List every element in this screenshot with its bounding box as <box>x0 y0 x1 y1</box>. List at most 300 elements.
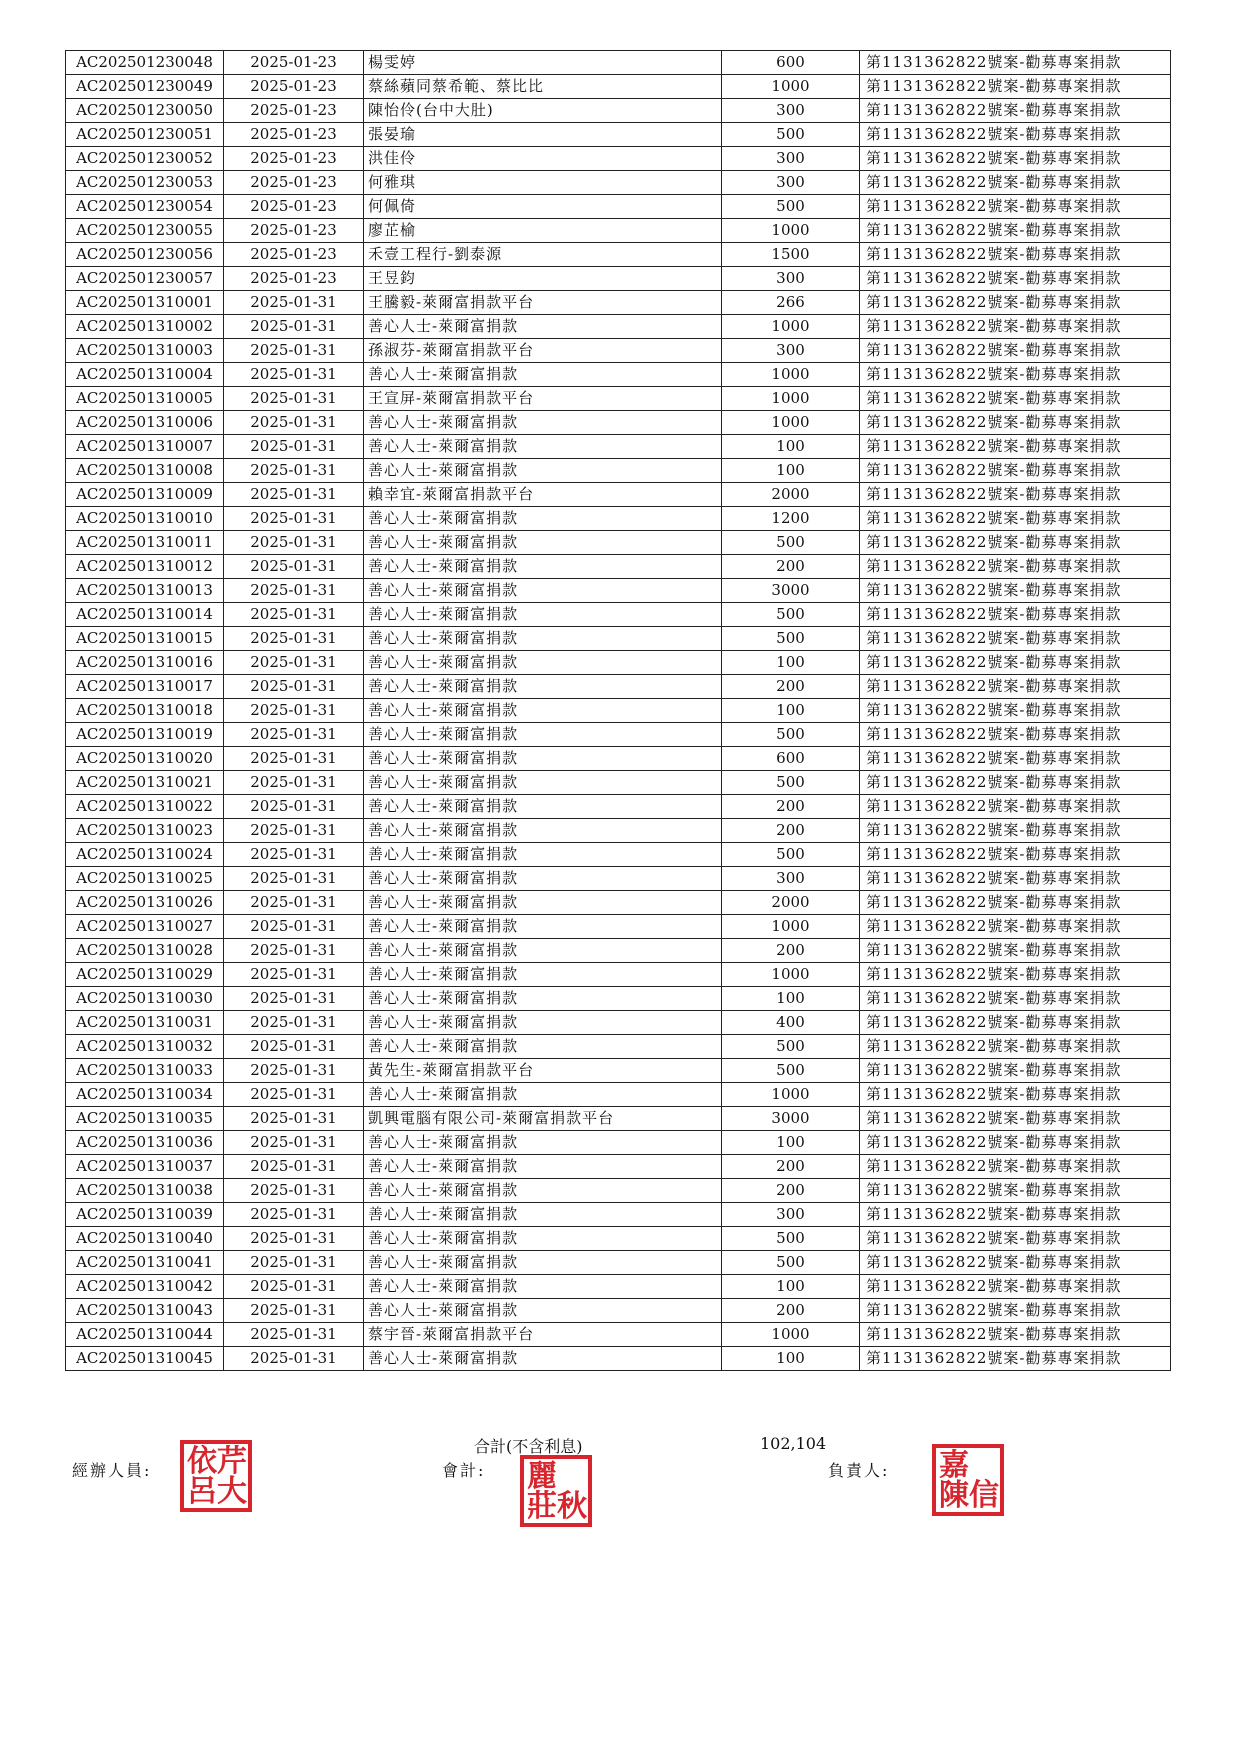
name-cell: 賴幸宜-萊爾富捐款平台 <box>364 483 722 507</box>
id-cell: AC202501230052 <box>66 147 224 171</box>
note-cell: 第1131362822號案-勸募專案捐款 <box>860 867 1171 891</box>
name-cell: 善心人士-萊爾富捐款 <box>364 411 722 435</box>
amt-cell: 1200 <box>722 507 860 531</box>
name-cell: 善心人士-萊爾富捐款 <box>364 1131 722 1155</box>
name-cell: 善心人士-萊爾富捐款 <box>364 819 722 843</box>
amt-cell: 100 <box>722 1131 860 1155</box>
table-row <box>66 339 1171 363</box>
id-cell: AC202501310016 <box>66 651 224 675</box>
id-cell: AC202501310035 <box>66 1107 224 1131</box>
manager-label: 負責人: <box>828 1461 890 1480</box>
amt-cell: 300 <box>722 1203 860 1227</box>
amt-cell: 500 <box>722 771 860 795</box>
date-cell: 2025-01-31 <box>224 459 364 483</box>
note-cell: 第1131362822號案-勸募專案捐款 <box>860 627 1171 651</box>
note-cell: 第1131362822號案-勸募專案捐款 <box>860 819 1171 843</box>
date-cell: 2025-01-31 <box>224 1347 364 1371</box>
amt-cell: 500 <box>722 603 860 627</box>
name-cell: 善心人士-萊爾富捐款 <box>364 363 722 387</box>
table-row <box>66 627 1171 651</box>
amt-cell: 200 <box>722 555 860 579</box>
amt-cell: 500 <box>722 531 860 555</box>
name-cell: 善心人士-萊爾富捐款 <box>364 1275 722 1299</box>
seal-character: 信 <box>969 1478 999 1513</box>
table-row <box>66 219 1171 243</box>
note-cell: 第1131362822號案-勸募專案捐款 <box>860 939 1171 963</box>
date-cell: 2025-01-31 <box>224 363 364 387</box>
note-cell: 第1131362822號案-勸募專案捐款 <box>860 987 1171 1011</box>
table-row <box>66 603 1171 627</box>
amt-cell: 600 <box>722 51 860 75</box>
amt-cell: 1000 <box>722 387 860 411</box>
name-cell: 王昱鈞 <box>364 267 722 291</box>
date-cell: 2025-01-31 <box>224 843 364 867</box>
amt-cell: 300 <box>722 339 860 363</box>
name-cell: 凱興電腦有限公司-萊爾富捐款平台 <box>364 1107 722 1131</box>
name-cell: 何佩倚 <box>364 195 722 219</box>
note-cell: 第1131362822號案-勸募專案捐款 <box>860 1251 1171 1275</box>
id-cell: AC202501310026 <box>66 891 224 915</box>
amt-cell: 300 <box>722 147 860 171</box>
amt-cell: 500 <box>722 123 860 147</box>
amt-cell: 500 <box>722 1251 860 1275</box>
table-row <box>66 555 1171 579</box>
table-row <box>66 99 1171 123</box>
name-cell: 楊雯婷 <box>364 51 722 75</box>
date-cell: 2025-01-23 <box>224 75 364 99</box>
table-row <box>66 483 1171 507</box>
name-cell: 陳怡伶(台中大肚) <box>364 99 722 123</box>
donation-ledger-table <box>65 50 1171 1371</box>
table-row <box>66 699 1171 723</box>
date-cell: 2025-01-23 <box>224 219 364 243</box>
table-row <box>66 363 1171 387</box>
name-cell: 黃先生-萊爾富捐款平台 <box>364 1059 722 1083</box>
note-cell: 第1131362822號案-勸募專案捐款 <box>860 723 1171 747</box>
date-cell: 2025-01-31 <box>224 963 364 987</box>
table-row <box>66 459 1171 483</box>
note-cell: 第1131362822號案-勸募專案捐款 <box>860 99 1171 123</box>
date-cell: 2025-01-31 <box>224 1059 364 1083</box>
note-cell: 第1131362822號案-勸募專案捐款 <box>860 771 1171 795</box>
amt-cell: 1000 <box>722 315 860 339</box>
note-cell: 第1131362822號案-勸募專案捐款 <box>860 363 1171 387</box>
date-cell: 2025-01-23 <box>224 123 364 147</box>
amt-cell: 100 <box>722 1347 860 1371</box>
name-cell: 善心人士-萊爾富捐款 <box>364 579 722 603</box>
total-value: 102,104 <box>760 1434 827 1453</box>
name-cell: 善心人士-萊爾富捐款 <box>364 1083 722 1107</box>
amt-cell: 1000 <box>722 363 860 387</box>
id-cell: AC202501230048 <box>66 51 224 75</box>
table-row <box>66 867 1171 891</box>
amt-cell: 2000 <box>722 891 860 915</box>
date-cell: 2025-01-31 <box>224 819 364 843</box>
amt-cell: 200 <box>722 675 860 699</box>
table-row <box>66 987 1171 1011</box>
name-cell: 善心人士-萊爾富捐款 <box>364 795 722 819</box>
amt-cell: 100 <box>722 435 860 459</box>
note-cell: 第1131362822號案-勸募專案捐款 <box>860 243 1171 267</box>
table-row <box>66 435 1171 459</box>
amt-cell: 1000 <box>722 75 860 99</box>
note-cell: 第1131362822號案-勸募專案捐款 <box>860 699 1171 723</box>
note-cell: 第1131362822號案-勸募專案捐款 <box>860 915 1171 939</box>
name-cell: 善心人士-萊爾富捐款 <box>364 675 722 699</box>
date-cell: 2025-01-31 <box>224 675 364 699</box>
table-row <box>66 243 1171 267</box>
date-cell: 2025-01-31 <box>224 555 364 579</box>
seal-character: 芹 <box>217 1444 247 1479</box>
note-cell: 第1131362822號案-勸募專案捐款 <box>860 1275 1171 1299</box>
date-cell: 2025-01-31 <box>224 1275 364 1299</box>
date-cell: 2025-01-31 <box>224 1035 364 1059</box>
note-cell: 第1131362822號案-勸募專案捐款 <box>860 603 1171 627</box>
table-row <box>66 1107 1171 1131</box>
name-cell: 善心人士-萊爾富捐款 <box>364 747 722 771</box>
name-cell: 王宣屏-萊爾富捐款平台 <box>364 387 722 411</box>
amt-cell: 1000 <box>722 963 860 987</box>
name-cell: 善心人士-萊爾富捐款 <box>364 603 722 627</box>
amt-cell: 300 <box>722 171 860 195</box>
id-cell: AC202501310009 <box>66 483 224 507</box>
table-row <box>66 1347 1171 1371</box>
name-cell: 善心人士-萊爾富捐款 <box>364 1251 722 1275</box>
date-cell: 2025-01-23 <box>224 147 364 171</box>
table-row <box>66 387 1171 411</box>
date-cell: 2025-01-31 <box>224 1107 364 1131</box>
note-cell: 第1131362822號案-勸募專案捐款 <box>860 75 1171 99</box>
id-cell: AC202501230057 <box>66 267 224 291</box>
note-cell: 第1131362822號案-勸募專案捐款 <box>860 1203 1171 1227</box>
date-cell: 2025-01-23 <box>224 195 364 219</box>
table-row <box>66 51 1171 75</box>
date-cell: 2025-01-23 <box>224 51 364 75</box>
seal-character: 麗 <box>527 1459 557 1494</box>
name-cell: 善心人士-萊爾富捐款 <box>364 699 722 723</box>
amt-cell: 100 <box>722 651 860 675</box>
name-cell: 善心人士-萊爾富捐款 <box>364 315 722 339</box>
table-row <box>66 1323 1171 1347</box>
table-row <box>66 147 1171 171</box>
id-cell: AC202501310038 <box>66 1179 224 1203</box>
id-cell: AC202501310020 <box>66 747 224 771</box>
id-cell: AC202501310029 <box>66 963 224 987</box>
name-cell: 善心人士-萊爾富捐款 <box>364 867 722 891</box>
amt-cell: 400 <box>722 1011 860 1035</box>
table-row <box>66 579 1171 603</box>
id-cell: AC202501310023 <box>66 819 224 843</box>
table-row <box>66 675 1171 699</box>
note-cell: 第1131362822號案-勸募專案捐款 <box>860 195 1171 219</box>
note-cell: 第1131362822號案-勸募專案捐款 <box>860 483 1171 507</box>
accountant-seal-stamp <box>520 1455 592 1527</box>
name-cell: 善心人士-萊爾富捐款 <box>364 915 722 939</box>
name-cell: 廖芷榆 <box>364 219 722 243</box>
id-cell: AC202501310045 <box>66 1347 224 1371</box>
date-cell: 2025-01-31 <box>224 1299 364 1323</box>
id-cell: AC202501310042 <box>66 1275 224 1299</box>
amt-cell: 300 <box>722 867 860 891</box>
note-cell: 第1131362822號案-勸募專案捐款 <box>860 171 1171 195</box>
table-row <box>66 915 1171 939</box>
date-cell: 2025-01-31 <box>224 939 364 963</box>
note-cell: 第1131362822號案-勸募專案捐款 <box>860 147 1171 171</box>
table-row <box>66 1011 1171 1035</box>
note-cell: 第1131362822號案-勸募專案捐款 <box>860 219 1171 243</box>
id-cell: AC202501310010 <box>66 507 224 531</box>
table-row <box>66 75 1171 99</box>
name-cell: 善心人士-萊爾富捐款 <box>364 771 722 795</box>
note-cell: 第1131362822號案-勸募專案捐款 <box>860 1131 1171 1155</box>
table-row <box>66 195 1171 219</box>
table-row <box>66 891 1171 915</box>
amt-cell: 100 <box>722 699 860 723</box>
date-cell: 2025-01-31 <box>224 387 364 411</box>
note-cell: 第1131362822號案-勸募專案捐款 <box>860 411 1171 435</box>
id-cell: AC202501230053 <box>66 171 224 195</box>
name-cell: 善心人士-萊爾富捐款 <box>364 939 722 963</box>
date-cell: 2025-01-31 <box>224 771 364 795</box>
id-cell: AC202501310031 <box>66 1011 224 1035</box>
id-cell: AC202501310030 <box>66 987 224 1011</box>
id-cell: AC202501310044 <box>66 1323 224 1347</box>
amt-cell: 3000 <box>722 579 860 603</box>
date-cell: 2025-01-31 <box>224 1155 364 1179</box>
date-cell: 2025-01-31 <box>224 1251 364 1275</box>
date-cell: 2025-01-31 <box>224 627 364 651</box>
id-cell: AC202501310006 <box>66 411 224 435</box>
date-cell: 2025-01-31 <box>224 1323 364 1347</box>
id-cell: AC202501230056 <box>66 243 224 267</box>
date-cell: 2025-01-31 <box>224 435 364 459</box>
date-cell: 2025-01-31 <box>224 795 364 819</box>
note-cell: 第1131362822號案-勸募專案捐款 <box>860 579 1171 603</box>
id-cell: AC202501230050 <box>66 99 224 123</box>
amt-cell: 1000 <box>722 915 860 939</box>
seal-character: 大 <box>217 1474 247 1509</box>
date-cell: 2025-01-31 <box>224 987 364 1011</box>
note-cell: 第1131362822號案-勸募專案捐款 <box>860 1323 1171 1347</box>
id-cell: AC202501310032 <box>66 1035 224 1059</box>
date-cell: 2025-01-31 <box>224 867 364 891</box>
amt-cell: 200 <box>722 1299 860 1323</box>
date-cell: 2025-01-31 <box>224 699 364 723</box>
table-row <box>66 123 1171 147</box>
name-cell: 善心人士-萊爾富捐款 <box>364 1179 722 1203</box>
table-row <box>66 939 1171 963</box>
amt-cell: 2000 <box>722 483 860 507</box>
id-cell: AC202501310017 <box>66 675 224 699</box>
table-row <box>66 1059 1171 1083</box>
table-row <box>66 771 1171 795</box>
table-row <box>66 747 1171 771</box>
name-cell: 善心人士-萊爾富捐款 <box>364 435 722 459</box>
date-cell: 2025-01-31 <box>224 651 364 675</box>
table-row <box>66 795 1171 819</box>
note-cell: 第1131362822號案-勸募專案捐款 <box>860 531 1171 555</box>
amt-cell: 300 <box>722 99 860 123</box>
date-cell: 2025-01-31 <box>224 603 364 627</box>
table-row <box>66 1179 1171 1203</box>
id-cell: AC202501310004 <box>66 363 224 387</box>
id-cell: AC202501310027 <box>66 915 224 939</box>
amt-cell: 300 <box>722 267 860 291</box>
id-cell: AC202501310007 <box>66 435 224 459</box>
note-cell: 第1131362822號案-勸募專案捐款 <box>860 459 1171 483</box>
name-cell: 孫淑芬-萊爾富捐款平台 <box>364 339 722 363</box>
amt-cell: 600 <box>722 747 860 771</box>
name-cell: 善心人士-萊爾富捐款 <box>364 651 722 675</box>
id-cell: AC202501310024 <box>66 843 224 867</box>
note-cell: 第1131362822號案-勸募專案捐款 <box>860 387 1171 411</box>
table-row <box>66 1227 1171 1251</box>
table-row <box>66 1275 1171 1299</box>
id-cell: AC202501310003 <box>66 339 224 363</box>
amt-cell: 500 <box>722 195 860 219</box>
name-cell: 善心人士-萊爾富捐款 <box>364 459 722 483</box>
note-cell: 第1131362822號案-勸募專案捐款 <box>860 1107 1171 1131</box>
name-cell: 善心人士-萊爾富捐款 <box>364 1347 722 1371</box>
note-cell: 第1131362822號案-勸募專案捐款 <box>860 1347 1171 1371</box>
table-row <box>66 1131 1171 1155</box>
name-cell: 善心人士-萊爾富捐款 <box>364 627 722 651</box>
date-cell: 2025-01-31 <box>224 411 364 435</box>
id-cell: AC202501310028 <box>66 939 224 963</box>
table-row <box>66 843 1171 867</box>
note-cell: 第1131362822號案-勸募專案捐款 <box>860 1011 1171 1035</box>
table-row <box>66 1035 1171 1059</box>
amt-cell: 100 <box>722 1275 860 1299</box>
note-cell: 第1131362822號案-勸募專案捐款 <box>860 267 1171 291</box>
date-cell: 2025-01-31 <box>224 1227 364 1251</box>
note-cell: 第1131362822號案-勸募專案捐款 <box>860 123 1171 147</box>
id-cell: AC202501230051 <box>66 123 224 147</box>
accountant-label: 會計: <box>442 1461 486 1480</box>
table-row <box>66 1203 1171 1227</box>
date-cell: 2025-01-31 <box>224 579 364 603</box>
amt-cell: 266 <box>722 291 860 315</box>
id-cell: AC202501310036 <box>66 1131 224 1155</box>
table-row <box>66 1251 1171 1275</box>
amt-cell: 500 <box>722 627 860 651</box>
id-cell: AC202501310019 <box>66 723 224 747</box>
id-cell: AC202501310025 <box>66 867 224 891</box>
note-cell: 第1131362822號案-勸募專案捐款 <box>860 963 1171 987</box>
id-cell: AC202501310034 <box>66 1083 224 1107</box>
id-cell: AC202501230054 <box>66 195 224 219</box>
id-cell: AC202501310043 <box>66 1299 224 1323</box>
date-cell: 2025-01-23 <box>224 243 364 267</box>
seal-character: 秋 <box>557 1489 587 1524</box>
amt-cell: 200 <box>722 1155 860 1179</box>
note-cell: 第1131362822號案-勸募專案捐款 <box>860 555 1171 579</box>
id-cell: AC202501230049 <box>66 75 224 99</box>
table-row <box>66 651 1171 675</box>
id-cell: AC202501310008 <box>66 459 224 483</box>
date-cell: 2025-01-31 <box>224 891 364 915</box>
name-cell: 善心人士-萊爾富捐款 <box>364 1035 722 1059</box>
name-cell: 善心人士-萊爾富捐款 <box>364 1203 722 1227</box>
table-row <box>66 291 1171 315</box>
table-row <box>66 1299 1171 1323</box>
name-cell: 善心人士-萊爾富捐款 <box>364 843 722 867</box>
name-cell: 善心人士-萊爾富捐款 <box>364 507 722 531</box>
date-cell: 2025-01-31 <box>224 483 364 507</box>
amt-cell: 200 <box>722 939 860 963</box>
name-cell: 善心人士-萊爾富捐款 <box>364 987 722 1011</box>
id-cell: AC202501310002 <box>66 315 224 339</box>
name-cell: 王騰毅-萊爾富捐款平台 <box>364 291 722 315</box>
note-cell: 第1131362822號案-勸募專案捐款 <box>860 1227 1171 1251</box>
id-cell: AC202501310033 <box>66 1059 224 1083</box>
seal-character: 莊 <box>527 1489 557 1524</box>
date-cell: 2025-01-23 <box>224 267 364 291</box>
table-row <box>66 723 1171 747</box>
note-cell: 第1131362822號案-勸募專案捐款 <box>860 435 1171 459</box>
table-row <box>66 819 1171 843</box>
note-cell: 第1131362822號案-勸募專案捐款 <box>860 843 1171 867</box>
id-cell: AC202501310005 <box>66 387 224 411</box>
amt-cell: 1500 <box>722 243 860 267</box>
note-cell: 第1131362822號案-勸募專案捐款 <box>860 1299 1171 1323</box>
ledger-body <box>66 51 1171 1371</box>
table-row <box>66 531 1171 555</box>
name-cell: 善心人士-萊爾富捐款 <box>364 531 722 555</box>
total-label: 合計(不含利息) <box>474 1437 583 1456</box>
date-cell: 2025-01-31 <box>224 747 364 771</box>
amt-cell: 100 <box>722 459 860 483</box>
note-cell: 第1131362822號案-勸募專案捐款 <box>860 1035 1171 1059</box>
note-cell: 第1131362822號案-勸募專案捐款 <box>860 291 1171 315</box>
name-cell: 善心人士-萊爾富捐款 <box>364 1011 722 1035</box>
id-cell: AC202501310011 <box>66 531 224 555</box>
date-cell: 2025-01-31 <box>224 339 364 363</box>
amt-cell: 1000 <box>722 411 860 435</box>
id-cell: AC202501310015 <box>66 627 224 651</box>
id-cell: AC202501310022 <box>66 795 224 819</box>
id-cell: AC202501310014 <box>66 603 224 627</box>
date-cell: 2025-01-31 <box>224 531 364 555</box>
date-cell: 2025-01-31 <box>224 291 364 315</box>
seal-character: 嘉 <box>939 1448 969 1483</box>
id-cell: AC202501310013 <box>66 579 224 603</box>
name-cell: 蔡宇晉-萊爾富捐款平台 <box>364 1323 722 1347</box>
seal-character: 呂 <box>187 1474 217 1509</box>
name-cell: 善心人士-萊爾富捐款 <box>364 1155 722 1179</box>
table-row <box>66 171 1171 195</box>
amt-cell: 200 <box>722 795 860 819</box>
seal-character: 陳 <box>939 1478 969 1513</box>
id-cell: AC202501310001 <box>66 291 224 315</box>
note-cell: 第1131362822號案-勸募專案捐款 <box>860 1155 1171 1179</box>
id-cell: AC202501310039 <box>66 1203 224 1227</box>
id-cell: AC202501310040 <box>66 1227 224 1251</box>
note-cell: 第1131362822號案-勸募專案捐款 <box>860 339 1171 363</box>
table-row <box>66 1083 1171 1107</box>
name-cell: 何雅琪 <box>364 171 722 195</box>
date-cell: 2025-01-31 <box>224 1179 364 1203</box>
date-cell: 2025-01-31 <box>224 507 364 531</box>
amt-cell: 100 <box>722 987 860 1011</box>
id-cell: AC202501310021 <box>66 771 224 795</box>
amt-cell: 200 <box>722 1179 860 1203</box>
date-cell: 2025-01-31 <box>224 1083 364 1107</box>
name-cell: 洪佳伶 <box>364 147 722 171</box>
table-row <box>66 1155 1171 1179</box>
note-cell: 第1131362822號案-勸募專案捐款 <box>860 1059 1171 1083</box>
id-cell: AC202501310012 <box>66 555 224 579</box>
